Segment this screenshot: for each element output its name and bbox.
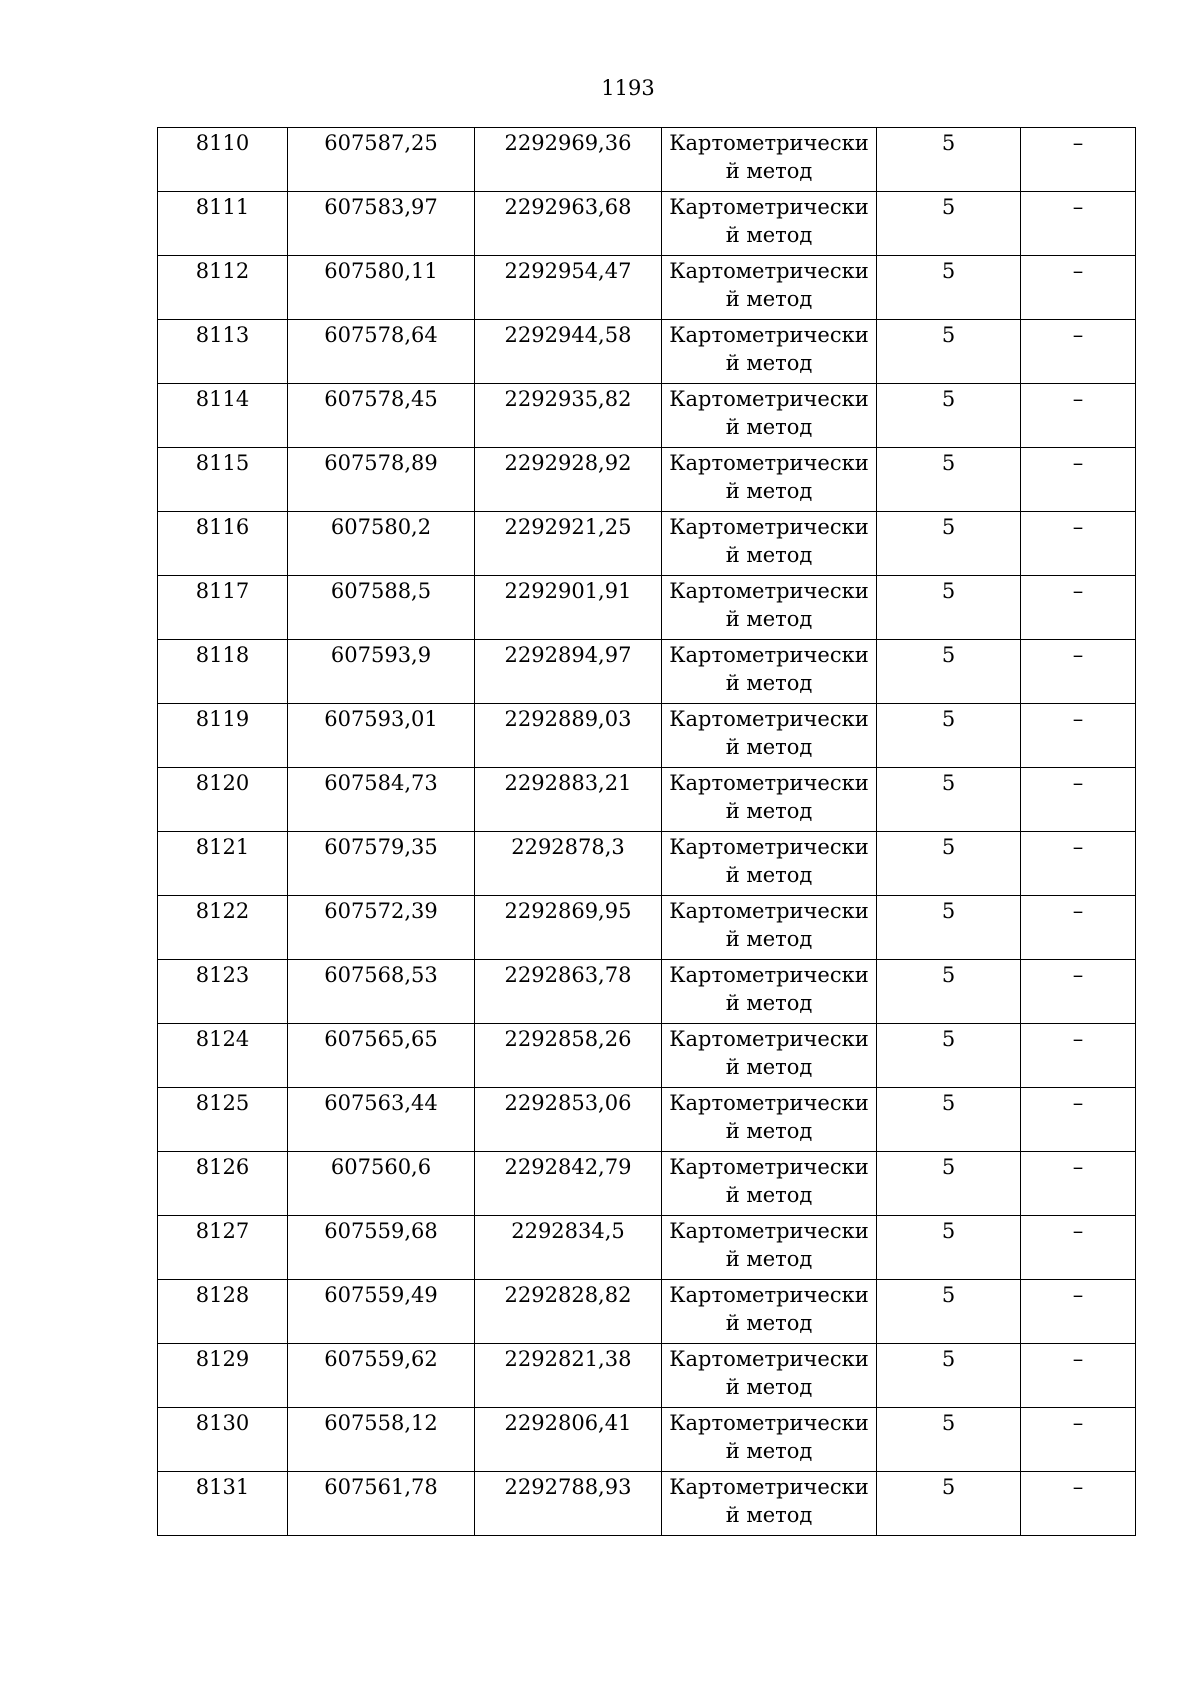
- note-cell: –: [1021, 1408, 1136, 1472]
- accuracy-cell: 5: [877, 1344, 1021, 1408]
- y-coordinate-cell: 2292935,82: [475, 384, 662, 448]
- accuracy-cell: 5: [877, 576, 1021, 640]
- x-coordinate-cell: 607565,65: [288, 1024, 475, 1088]
- accuracy-cell: 5: [877, 704, 1021, 768]
- x-coordinate-cell: 607559,62: [288, 1344, 475, 1408]
- method-cell: Картометрически й метод: [662, 960, 877, 1024]
- table-row: [158, 1280, 1136, 1344]
- x-coordinate-cell: 607579,35: [288, 832, 475, 896]
- accuracy-cell: 5: [877, 1472, 1021, 1536]
- table-row: [158, 256, 1136, 320]
- accuracy-cell: 5: [877, 640, 1021, 704]
- y-coordinate-cell: 2292834,5: [475, 1216, 662, 1280]
- point-number-cell: 8125: [158, 1088, 288, 1152]
- accuracy-cell: 5: [877, 1088, 1021, 1152]
- note-cell: –: [1021, 832, 1136, 896]
- note-cell: –: [1021, 1216, 1136, 1280]
- note-cell: –: [1021, 320, 1136, 384]
- y-coordinate-cell: 2292901,91: [475, 576, 662, 640]
- y-coordinate-cell: 2292828,82: [475, 1280, 662, 1344]
- table-row: [158, 1088, 1136, 1152]
- table-row: [158, 832, 1136, 896]
- method-cell: Картометрически й метод: [662, 448, 877, 512]
- y-coordinate-cell: 2292869,95: [475, 896, 662, 960]
- note-cell: –: [1021, 256, 1136, 320]
- y-coordinate-cell: 2292863,78: [475, 960, 662, 1024]
- table-row: [158, 1472, 1136, 1536]
- point-number-cell: 8128: [158, 1280, 288, 1344]
- table-row: [158, 1024, 1136, 1088]
- accuracy-cell: 5: [877, 256, 1021, 320]
- table-row: [158, 512, 1136, 576]
- note-cell: –: [1021, 640, 1136, 704]
- note-cell: –: [1021, 1088, 1136, 1152]
- point-number-cell: 8129: [158, 1344, 288, 1408]
- accuracy-cell: 5: [877, 320, 1021, 384]
- y-coordinate-cell: 2292921,25: [475, 512, 662, 576]
- method-cell: Картометрически й метод: [662, 768, 877, 832]
- table-row: [158, 128, 1136, 192]
- accuracy-cell: 5: [877, 512, 1021, 576]
- coordinates-table: [157, 127, 1136, 1536]
- y-coordinate-cell: 2292878,3: [475, 832, 662, 896]
- point-number-cell: 8111: [158, 192, 288, 256]
- note-cell: –: [1021, 1280, 1136, 1344]
- accuracy-cell: 5: [877, 1216, 1021, 1280]
- table-row: [158, 704, 1136, 768]
- point-number-cell: 8122: [158, 896, 288, 960]
- note-cell: –: [1021, 1152, 1136, 1216]
- method-cell: Картометрически й метод: [662, 576, 877, 640]
- x-coordinate-cell: 607561,78: [288, 1472, 475, 1536]
- x-coordinate-cell: 607578,89: [288, 448, 475, 512]
- accuracy-cell: 5: [877, 1280, 1021, 1344]
- method-cell: Картометрически й метод: [662, 256, 877, 320]
- accuracy-cell: 5: [877, 1408, 1021, 1472]
- table-row: [158, 1344, 1136, 1408]
- y-coordinate-cell: 2292842,79: [475, 1152, 662, 1216]
- note-cell: –: [1021, 512, 1136, 576]
- x-coordinate-cell: 607572,39: [288, 896, 475, 960]
- method-cell: Картометрически й метод: [662, 1088, 877, 1152]
- table-row: [158, 1408, 1136, 1472]
- table-row: [158, 448, 1136, 512]
- point-number-cell: 8123: [158, 960, 288, 1024]
- table-row: [158, 768, 1136, 832]
- x-coordinate-cell: 607578,45: [288, 384, 475, 448]
- point-number-cell: 8119: [158, 704, 288, 768]
- method-cell: Картометрически й метод: [662, 1216, 877, 1280]
- table-row: [158, 1152, 1136, 1216]
- note-cell: –: [1021, 448, 1136, 512]
- note-cell: –: [1021, 192, 1136, 256]
- note-cell: –: [1021, 384, 1136, 448]
- accuracy-cell: 5: [877, 1024, 1021, 1088]
- x-coordinate-cell: 607587,25: [288, 128, 475, 192]
- x-coordinate-cell: 607580,2: [288, 512, 475, 576]
- x-coordinate-cell: 607558,12: [288, 1408, 475, 1472]
- x-coordinate-cell: 607563,44: [288, 1088, 475, 1152]
- table-row: [158, 576, 1136, 640]
- accuracy-cell: 5: [877, 768, 1021, 832]
- accuracy-cell: 5: [877, 896, 1021, 960]
- x-coordinate-cell: 607559,49: [288, 1280, 475, 1344]
- point-number-cell: 8115: [158, 448, 288, 512]
- point-number-cell: 8110: [158, 128, 288, 192]
- accuracy-cell: 5: [877, 448, 1021, 512]
- x-coordinate-cell: 607593,01: [288, 704, 475, 768]
- point-number-cell: 8131: [158, 1472, 288, 1536]
- note-cell: –: [1021, 1024, 1136, 1088]
- point-number-cell: 8127: [158, 1216, 288, 1280]
- method-cell: Картометрически й метод: [662, 704, 877, 768]
- method-cell: Картометрически й метод: [662, 640, 877, 704]
- table-row: [158, 1216, 1136, 1280]
- method-cell: Картометрически й метод: [662, 1152, 877, 1216]
- y-coordinate-cell: 2292889,03: [475, 704, 662, 768]
- coordinates-table-body: [158, 128, 1136, 1536]
- point-number-cell: 8120: [158, 768, 288, 832]
- table-row: [158, 320, 1136, 384]
- accuracy-cell: 5: [877, 832, 1021, 896]
- note-cell: –: [1021, 1472, 1136, 1536]
- point-number-cell: 8126: [158, 1152, 288, 1216]
- page-number: 1193: [601, 76, 655, 100]
- table-row: [158, 960, 1136, 1024]
- accuracy-cell: 5: [877, 384, 1021, 448]
- x-coordinate-cell: 607559,68: [288, 1216, 475, 1280]
- method-cell: Картометрически й метод: [662, 192, 877, 256]
- y-coordinate-cell: 2292883,21: [475, 768, 662, 832]
- point-number-cell: 8116: [158, 512, 288, 576]
- accuracy-cell: 5: [877, 192, 1021, 256]
- accuracy-cell: 5: [877, 960, 1021, 1024]
- note-cell: –: [1021, 896, 1136, 960]
- y-coordinate-cell: 2292928,92: [475, 448, 662, 512]
- method-cell: Картометрически й метод: [662, 896, 877, 960]
- method-cell: Картометрически й метод: [662, 320, 877, 384]
- table-row: [158, 640, 1136, 704]
- method-cell: Картометрически й метод: [662, 128, 877, 192]
- y-coordinate-cell: 2292806,41: [475, 1408, 662, 1472]
- method-cell: Картометрически й метод: [662, 512, 877, 576]
- point-number-cell: 8121: [158, 832, 288, 896]
- x-coordinate-cell: 607593,9: [288, 640, 475, 704]
- method-cell: Картометрически й метод: [662, 1408, 877, 1472]
- x-coordinate-cell: 607583,97: [288, 192, 475, 256]
- note-cell: –: [1021, 960, 1136, 1024]
- method-cell: Картометрически й метод: [662, 1024, 877, 1088]
- method-cell: Картометрически й метод: [662, 1280, 877, 1344]
- method-cell: Картометрически й метод: [662, 1344, 877, 1408]
- table-row: [158, 192, 1136, 256]
- y-coordinate-cell: 2292788,93: [475, 1472, 662, 1536]
- y-coordinate-cell: 2292894,97: [475, 640, 662, 704]
- table-row: [158, 896, 1136, 960]
- note-cell: –: [1021, 704, 1136, 768]
- y-coordinate-cell: 2292969,36: [475, 128, 662, 192]
- y-coordinate-cell: 2292954,47: [475, 256, 662, 320]
- accuracy-cell: 5: [877, 1152, 1021, 1216]
- method-cell: Картометрически й метод: [662, 1472, 877, 1536]
- note-cell: –: [1021, 1344, 1136, 1408]
- table-row: [158, 384, 1136, 448]
- x-coordinate-cell: 607568,53: [288, 960, 475, 1024]
- point-number-cell: 8117: [158, 576, 288, 640]
- note-cell: –: [1021, 768, 1136, 832]
- point-number-cell: 8112: [158, 256, 288, 320]
- note-cell: –: [1021, 576, 1136, 640]
- x-coordinate-cell: 607560,6: [288, 1152, 475, 1216]
- y-coordinate-cell: 2292944,58: [475, 320, 662, 384]
- point-number-cell: 8118: [158, 640, 288, 704]
- y-coordinate-cell: 2292963,68: [475, 192, 662, 256]
- point-number-cell: 8130: [158, 1408, 288, 1472]
- y-coordinate-cell: 2292821,38: [475, 1344, 662, 1408]
- method-cell: Картометрически й метод: [662, 832, 877, 896]
- point-number-cell: 8114: [158, 384, 288, 448]
- x-coordinate-cell: 607588,5: [288, 576, 475, 640]
- accuracy-cell: 5: [877, 128, 1021, 192]
- y-coordinate-cell: 2292853,06: [475, 1088, 662, 1152]
- point-number-cell: 8124: [158, 1024, 288, 1088]
- y-coordinate-cell: 2292858,26: [475, 1024, 662, 1088]
- x-coordinate-cell: 607580,11: [288, 256, 475, 320]
- x-coordinate-cell: 607584,73: [288, 768, 475, 832]
- method-cell: Картометрически й метод: [662, 384, 877, 448]
- note-cell: –: [1021, 128, 1136, 192]
- point-number-cell: 8113: [158, 320, 288, 384]
- x-coordinate-cell: 607578,64: [288, 320, 475, 384]
